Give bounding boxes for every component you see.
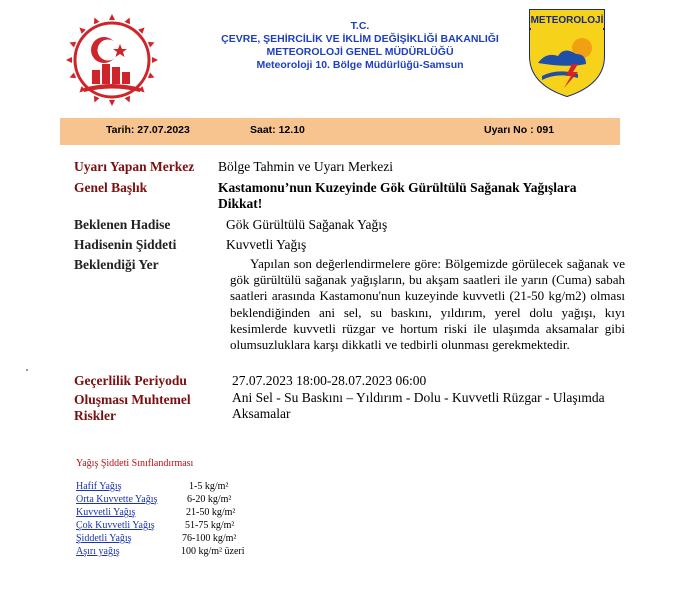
- risks-value-line1: Ani Sel - Su Baskını – Yıldırım - Dolu - Kuvvetli Rüzgar - Ulaşımda: [232, 390, 605, 405]
- rain-class-name: Çok Kuvvetli Yağış: [76, 520, 155, 531]
- header-directorate: METEOROLOJİ GENEL MÜDÜRLÜĞÜ: [266, 46, 454, 58]
- header-ministry: ÇEVRE, ŞEHİRCİLİK VE İKLİM DEĞİŞİKLİĞİ BAKANLIĞI: [221, 33, 499, 45]
- risks-value-line2: Aksamalar: [232, 406, 291, 421]
- rain-class-value: 6-20 kg/m²: [187, 494, 232, 505]
- rain-class-name: Aşırı yağış: [76, 546, 120, 557]
- risks-label-line2: Riskler: [74, 408, 116, 423]
- rain-row: [76, 494, 276, 506]
- headline-label: Genel Başlık: [74, 180, 148, 195]
- validity-value: 27.07.2023 18:00-28.07.2023 06:00: [232, 373, 427, 388]
- rain-class-value: 51-75 kg/m²: [185, 520, 235, 531]
- info-bar: [60, 118, 620, 145]
- stray-dot: [26, 369, 28, 371]
- header-tc: T.C.: [350, 20, 370, 32]
- header-regional: Meteoroloji 10. Bölge Müdürlüğü-Samsun: [256, 59, 464, 71]
- issuer-value: Bölge Tahmin ve Uyarı Merkezi: [218, 159, 394, 174]
- meteorology-logo-text: METEOROLOJİ: [530, 15, 604, 26]
- rain-class-value: 1-5 kg/m²: [189, 481, 229, 492]
- rain-class-value: 76-100 kg/m²: [182, 533, 237, 544]
- rain-row: [76, 481, 276, 493]
- rain-row: [76, 533, 276, 545]
- location-value: Yapılan son değerlendirmelere göre: Bölgemizde görülecek sağanak ve gök gürültülü sağanak yağışların, bu akşam saatleri ile yarın (Cuma) sabah saatleri arasında Kastamonu'nun kuzeyinde kuvvetli (21-50 kg/m2) olması beklendiğinden ani sel, su baskını, yıldırım, yerel dolu yağışı, kıyı kesimlerde kuvvetli rüzgar ve hortum riski ile ulaşımda aksamalar gibi olumsuzluklara karşı dikkatli ve tedbirli olunması gerekmektedir.: [230, 256, 625, 353]
- warning-number: Uyarı No : 091: [484, 124, 555, 136]
- severity-value: Kuvvetli Yağış: [226, 237, 307, 252]
- rain-class-value: 100 kg/m² üzeri: [181, 546, 245, 557]
- event-label: Beklenen Hadise: [74, 217, 171, 232]
- date-text: Tarih: 27.07.2023: [106, 124, 190, 136]
- meteorology-emblem-icon: [528, 8, 606, 98]
- issuer-label: Uyarı Yapan Merkez: [74, 159, 195, 174]
- location-label: Beklendiği Yer: [74, 257, 159, 272]
- rain-class-value: 21-50 kg/m²: [186, 507, 236, 518]
- risks-label-line1: Oluşması Muhtemel: [74, 392, 191, 407]
- rain-class-name: Hafif Yağış: [76, 481, 122, 492]
- ministry-header: [150, 20, 570, 72]
- rain-row: [76, 520, 276, 532]
- time-text: Saat: 12.10: [250, 124, 305, 136]
- rain-class-name: Şiddetli Yağış: [76, 533, 132, 544]
- rain-class-name: Kuvvetli Yağış: [76, 507, 136, 518]
- event-value: Gök Gürültülü Sağanak Yağış: [226, 217, 388, 232]
- rain-class-name: Orta Kuvvette Yağış: [76, 494, 158, 505]
- rain-table-title: Yağış Şiddeti Sınıflandırması: [76, 458, 194, 469]
- severity-label: Hadisenin Şiddeti: [74, 237, 177, 252]
- rain-row: [76, 507, 276, 519]
- headline-value-line1: Kastamonu’nun Kuzeyinde Gök Gürültülü Sağanak Yağışlara: [218, 180, 577, 195]
- validity-label: Geçerlilik Periyodu: [74, 373, 187, 388]
- rain-row: [76, 546, 276, 558]
- ministry-emblem-icon: [62, 10, 162, 110]
- headline-value-line2: Dikkat!: [218, 196, 263, 211]
